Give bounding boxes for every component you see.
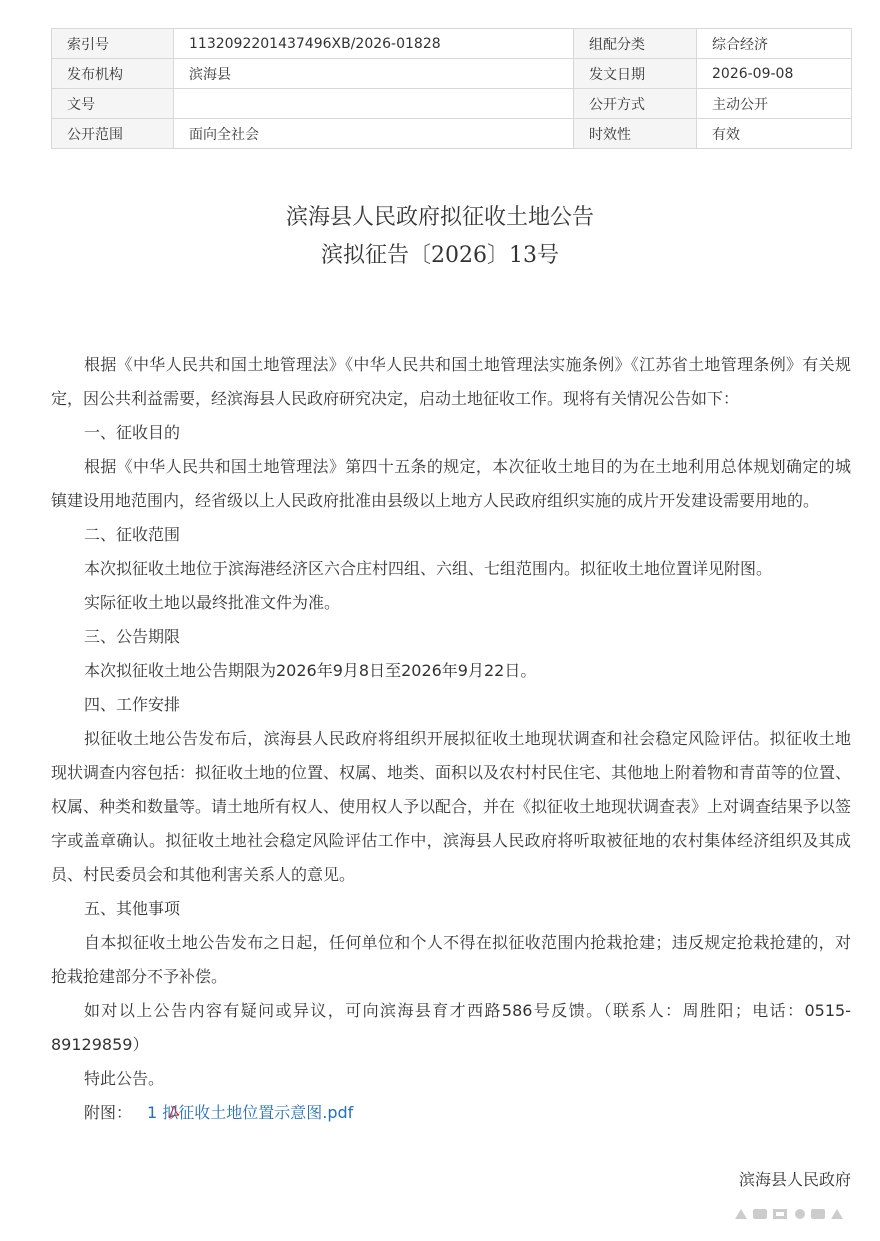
disclosure-method-label: 公开方式 xyxy=(574,89,697,119)
body-paragraph: 自本拟征收土地公告发布之日起，任何单位和个人不得在拟征收范围内抢栽抢建；违反规定抢栽抢建的，对抢栽抢建部分不予补偿。 xyxy=(51,933,851,986)
section-heading: 二、征收范围 xyxy=(84,525,181,544)
attachment-link[interactable] xyxy=(132,1103,353,1122)
section-heading: 一、征收目的 xyxy=(84,423,181,442)
issuer-label: 发布机构 xyxy=(52,59,174,89)
pdf-file-icon xyxy=(135,1097,147,1110)
index-number-value: 1132092201437496XB/2026-01828 xyxy=(174,29,574,59)
section-heading: 四、工作安排 xyxy=(84,695,181,714)
metadata-row xyxy=(52,89,852,119)
section-heading: 五、其他事项 xyxy=(84,899,181,918)
doc-number-value xyxy=(174,89,574,119)
body-paragraph: 根据《中华人民共和国土地管理法》第四十五条的规定，本次征收土地目的为在土地利用总体规划确定的城镇建设用地范围内，经省级以上人民政府批准由县级以上地方人民政府组织实施的成片开发建设需要用地的。 xyxy=(51,457,851,510)
document-heading xyxy=(0,198,880,274)
document-number: 滨拟征告〔2026〕13号 xyxy=(321,243,559,268)
attachment-label: 附图： xyxy=(84,1103,133,1122)
metadata-row xyxy=(52,29,852,59)
body-paragraph: 实际征收土地以最终批准文件为准。 xyxy=(84,593,341,612)
body-paragraph: 拟征收土地公告发布后，滨海县人民政府将组织开展拟征收土地现状调查和社会稳定风险评估。拟征收土地现状调查内容包括：拟征收土地的位置、权属、地类、面积以及农村村民住宅、其他地上附着物和青苗等的位置、权属、种类和数量等。请土地所有权人、使用权人予以配合，并在《拟征收土地现状调查表》上对调查结果予以签字或盖章确认。拟征收土地社会稳定风险评估工作中，滨海县人民政府将听取被征地的农村集体经济组织及其成员、村民委员会和其他利害关系人的意见。 xyxy=(51,729,852,884)
body-paragraph: 如对以上公告内容有疑问或异议，可向滨海县育才西路586号反馈。（联系人：周胜阳；电话：0515-89129859） xyxy=(51,1001,851,1054)
validity-label: 时效性 xyxy=(574,119,697,149)
metadata-row xyxy=(52,59,852,89)
index-number-label: 索引号 xyxy=(52,29,174,59)
intro-paragraph: 根据《中华人民共和国土地管理法》《中华人民共和国土地管理法实施条例》《江苏省土地管理条例》有关规定，因公共利益需要，经滨海县人民政府研究决定，启动土地征收工作。现将有关情况公告如下： xyxy=(51,355,851,408)
document-body xyxy=(51,348,851,1130)
metadata-table xyxy=(51,28,852,149)
doc-number-label: 文号 xyxy=(52,89,174,119)
validity-value: 有效 xyxy=(697,119,852,149)
document-title: 滨海县人民政府拟征收土地公告 xyxy=(285,205,594,230)
disclosure-scope-value: 面向全社会 xyxy=(174,119,574,149)
category-value: 综合经济 xyxy=(697,29,852,59)
watermark-logo xyxy=(733,1206,851,1225)
issue-date-value: 2026-09-08 xyxy=(697,59,852,89)
body-paragraph: 本次拟征收土地公告期限为2026年9月8日至2026年9月22日。 xyxy=(84,661,537,680)
disclosure-scope-label: 公开范围 xyxy=(52,119,174,149)
issue-date-label: 发文日期 xyxy=(574,59,697,89)
signature: 滨海县人民政府 xyxy=(738,1170,851,1189)
category-label: 组配分类 xyxy=(574,29,697,59)
closing-paragraph: 特此公告。 xyxy=(84,1069,165,1088)
attachment-link-text: 1 拟征收土地位置示意图.pdf xyxy=(147,1103,354,1122)
body-paragraph: 本次拟征收土地位于滨海港经济区六合庄村四组、六组、七组范围内。拟征收土地位置详见附图。 xyxy=(84,559,773,578)
issuer-value: 滨海县 xyxy=(174,59,574,89)
metadata-row xyxy=(52,119,852,149)
section-heading: 三、公告期限 xyxy=(84,627,181,646)
attachment-line xyxy=(51,1096,851,1130)
disclosure-method-value: 主动公开 xyxy=(697,89,852,119)
